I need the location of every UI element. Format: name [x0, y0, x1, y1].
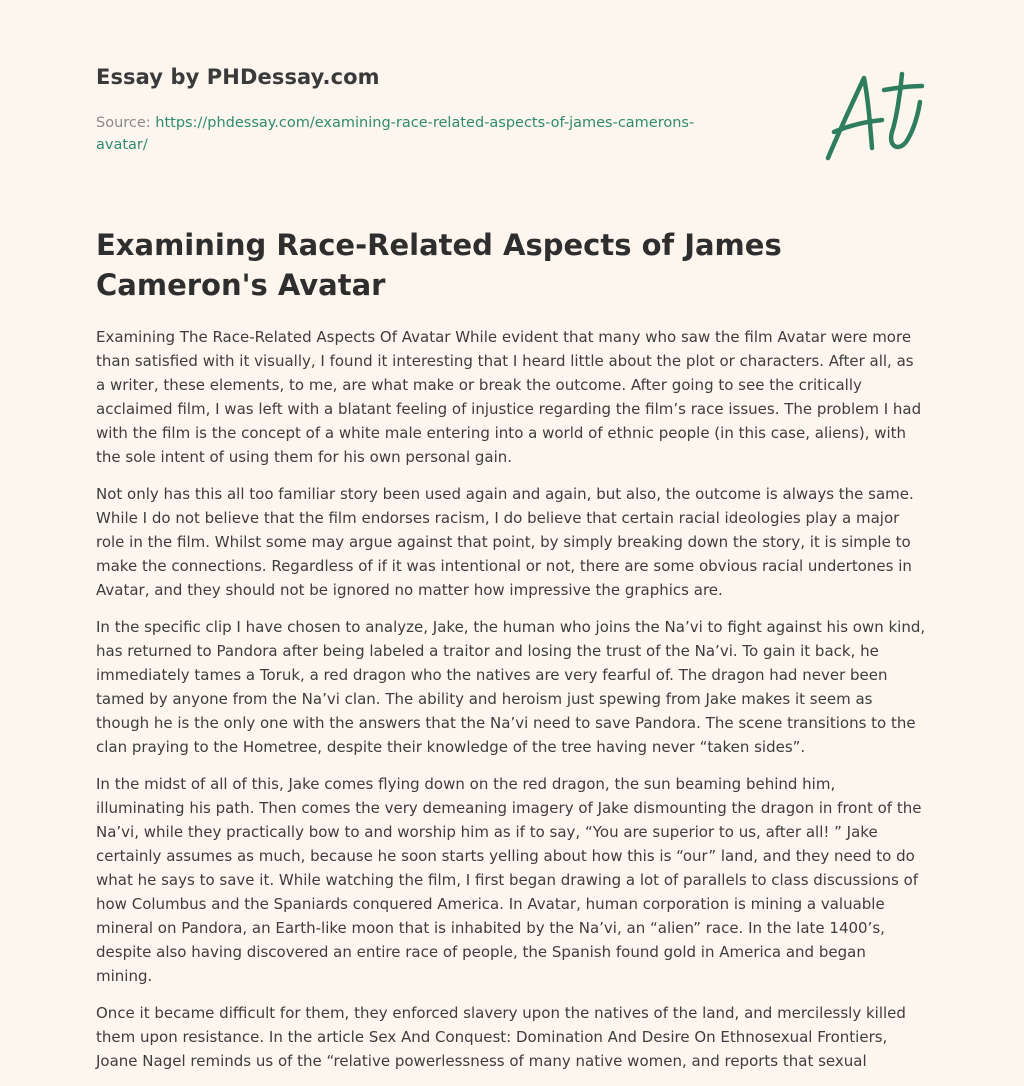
essay-paragraph: Examining The Race-Related Aspects Of Avatar While evident that many who saw the film Avatar were more than satisfied with it visually, I found it interesting that I heard little about the plot or characters. After all, as a writer, these elements, to me, are what make or break the outcome. After going to see the critically acclaimed film, I was left with a blatant feeling of injustice regarding the film’s race issues. The problem I had with the film is the concept of a white male entering into a world of ethnic people (in this case, aliens), with the sole intent of using them for his own personal gain. [96, 328, 922, 466]
essay-title: Examining Race-Related Aspects of James Cameron's Avatar [96, 228, 782, 302]
essay-paragraph: Not only has this all too familiar story been used again and again, but also, the outcome is always the same. While I do not believe that the film endorses racism, I do believe that certain racial ideologies play a major role in the film. Whilst some may argue against that point, by simply breaking down the story, it is simple to make the connections. Regardless of if it was intentional or not, there are some obvious racial undertones in Avatar, and they should not be ignored no matter how impressive the graphics are. [96, 485, 914, 599]
site-title: Essay by PHDessay.com [96, 65, 380, 89]
source-line [96, 112, 736, 156]
a-plus-logo-icon [820, 68, 930, 164]
essay-paragraph: In the specific clip I have chosen to analyze, Jake, the human who joins the Na’vi to fight against his own kind, has returned to Pandora after being labeled a traitor and losing the trust of the Na’vi. To gain it back, he immediately tames a Toruk, a red dragon who the natives are very fearful of. The dragon had never been tamed by anyone from the Na’vi clan. The ability and heroism just spewing from Jake makes it seem as though he is the only one with the answers that the Na’vi need to save Pandora. The scene transitions to the clan praying to the Hometree, despite their knowledge of the tree having never “taken sides”. [96, 618, 926, 756]
source-link[interactable]: https://phdessay.com/examining-race-related-aspects-of-james-camerons-avatar/ [96, 115, 695, 153]
essay-body [96, 325, 926, 1086]
essay-paragraph: Once it became difficult for them, they enforced slavery upon the natives of the land, and mercilessly killed them upon resistance. In the article Sex And Conquest: Domination And Desire On Ethnosexual Frontiers, Joane Nagel reminds us of the “relative powerlessness of many native women, and reports that sexual [96, 1004, 906, 1070]
essay-paragraph: In the midst of all of this, Jake comes flying down on the red dragon, the sun beaming behind him, illuminating his path. Then comes the very demeaning imagery of Jake dismounting the dragon in front of the Na’vi, while they practically bow to and worship him as if to say, “You are superior to us, after all! ” Jake certainly assumes as much, because he soon starts yelling about how this is “our” land, and they need to do what he says to save it. While watching the film, I first began drawing a lot of parallels to class discussions of how Columbus and the Spaniards conquered America. In Avatar, human corporation is mining a valuable mineral on Pandora, an Earth-like moon that is inhabited by the Na’vi, an “alien” race. In the late 1400’s, despite also having discovered an entire race of people, the Spanish found gold in America and began mining. [96, 775, 922, 985]
source-label: Source: [96, 115, 156, 131]
